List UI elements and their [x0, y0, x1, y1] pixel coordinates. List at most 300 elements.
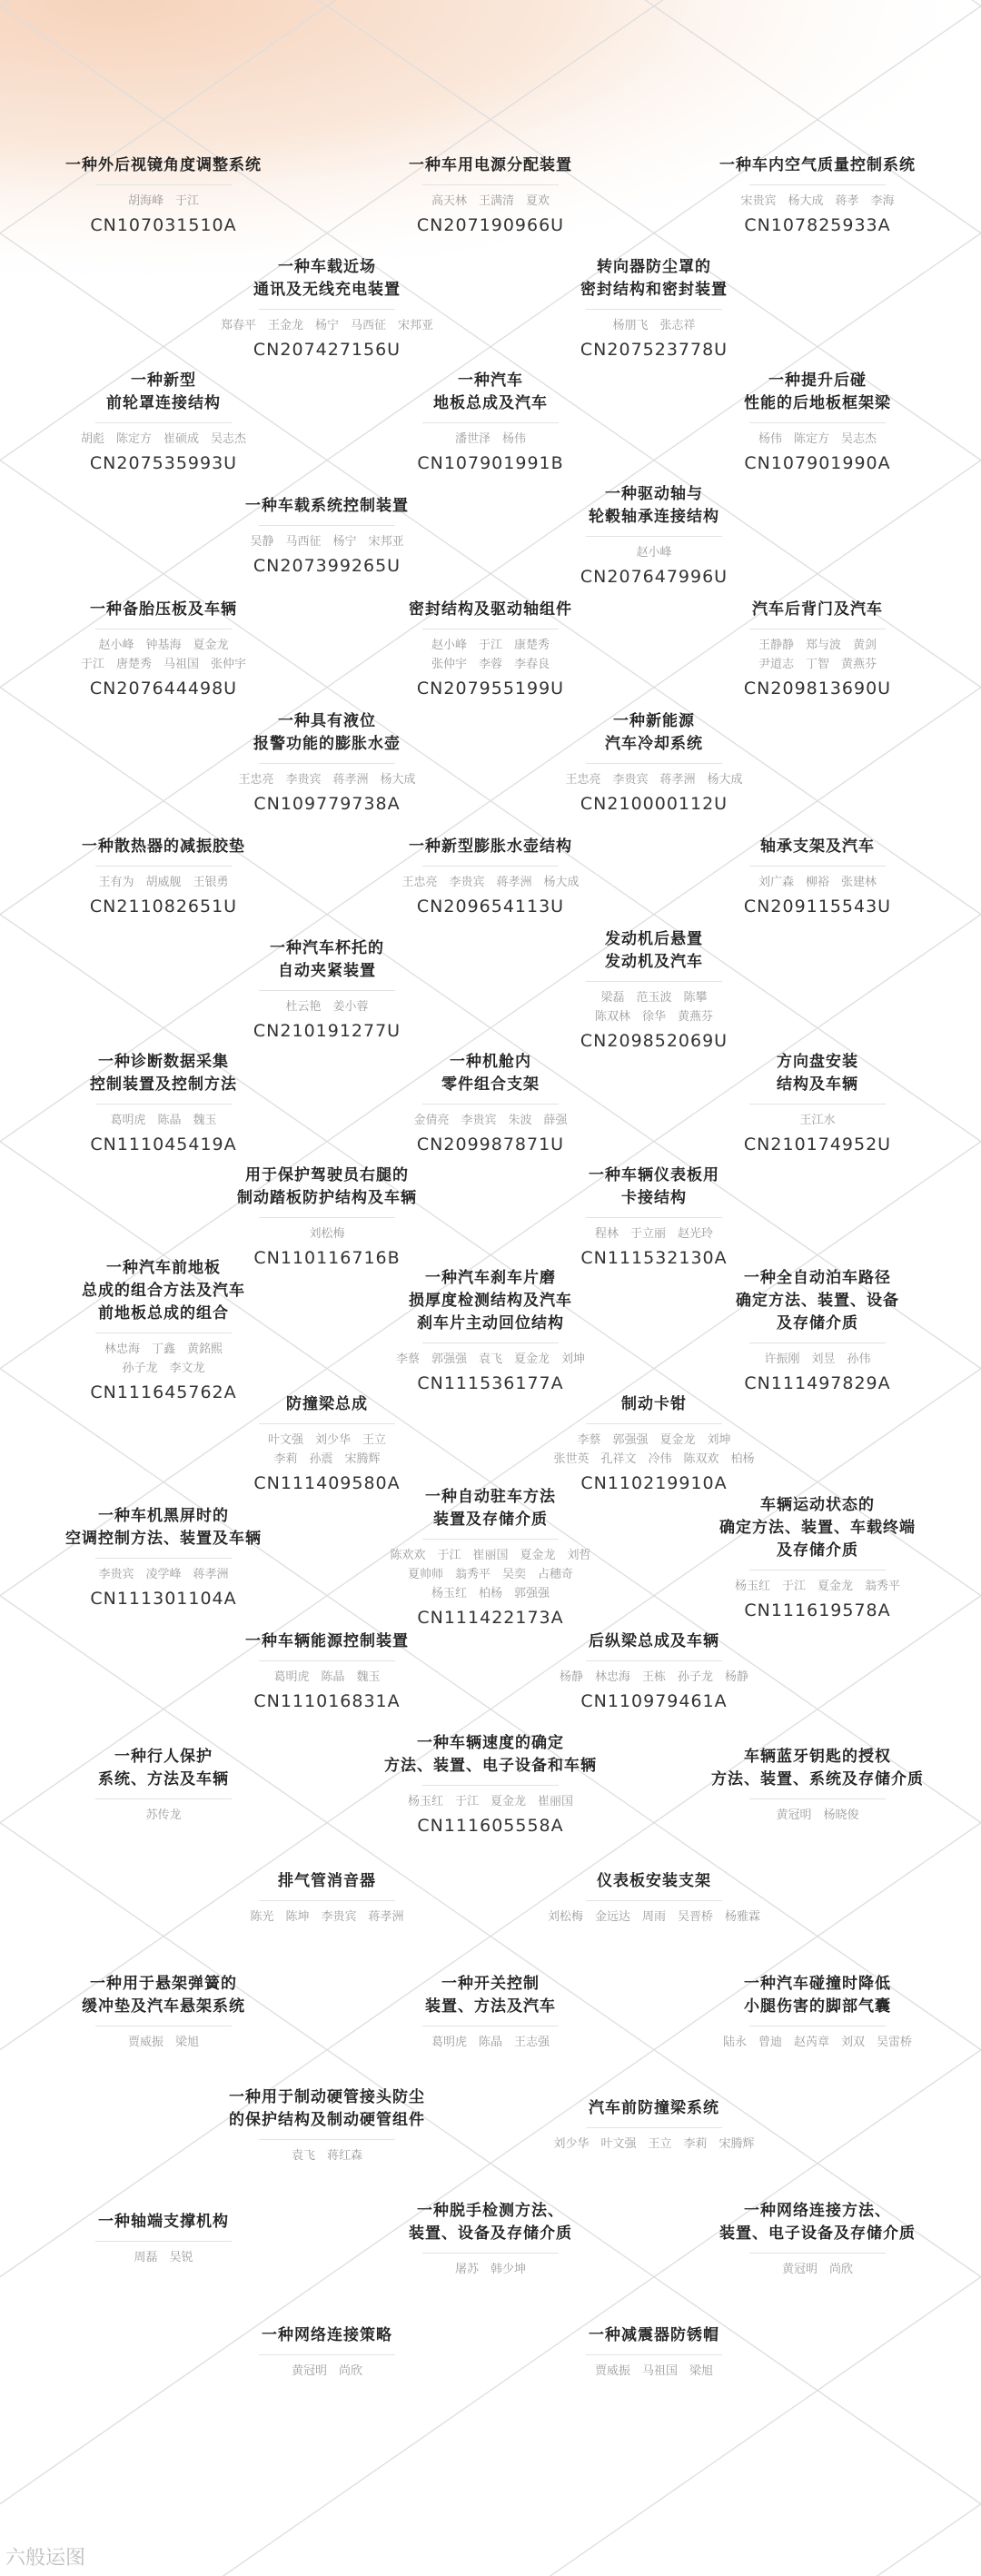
patent-authors [758, 430, 877, 449]
patent-title [777, 1051, 858, 1096]
patent-title-line: 控制装置及控制方法 [90, 1075, 237, 1094]
patent-authors [401, 873, 579, 892]
patent-item [345, 1486, 636, 1630]
patent-title-line: 一种开关控制 [441, 1974, 540, 1993]
patent-title-line: 刹车片主动回位结构 [417, 1313, 564, 1333]
divider [259, 525, 395, 526]
author-line: 于江 唐楚秀 马祖国 张仲宇 [80, 658, 246, 671]
patent-item [672, 1494, 963, 1622]
patent-title [744, 370, 891, 415]
patent-authors [110, 1111, 216, 1130]
patent-title [245, 1630, 409, 1653]
patent-number: CN111619578A [744, 1600, 891, 1620]
patent-authors [595, 1224, 713, 1243]
patent-item [182, 1164, 472, 1270]
patent-authors [455, 430, 526, 449]
patent-number: CN111016831A [253, 1690, 401, 1711]
divider [422, 1785, 559, 1786]
divider [259, 763, 395, 764]
patent-title-line: 密封结构和密封装置 [580, 281, 728, 299]
divider [422, 866, 559, 867]
grid-line [0, 2504, 981, 2576]
patent-item [672, 1746, 963, 1825]
divider [749, 1104, 886, 1105]
patent-title-line: 自动夹紧装置 [278, 962, 376, 980]
patent-number: CN207427156U [253, 340, 401, 360]
patent-title [409, 1267, 572, 1335]
patent-title-line: 一种网络连接策略 [262, 2326, 392, 2344]
patent-title-line: 一种外后视镜角度调整系统 [65, 155, 262, 174]
patent-title [589, 483, 719, 529]
patent-title-line: 车辆蓝牙钥匙的授权 [744, 1747, 891, 1766]
patent-title-line: 一种汽车前地板 [106, 1259, 221, 1277]
divider [586, 1660, 722, 1661]
patent-title-line: 用于保护驾驶员右腿的 [245, 1166, 409, 1184]
patent-title-line: 制动卡钳 [621, 1395, 687, 1413]
patent-title-line: 一种用于制动硬管接头防尘 [229, 2087, 425, 2106]
author-line: 郑春平 王金龙 杨宁 马西征 宋邦亚 [220, 319, 433, 332]
patent-title-line: 前轮罩连接结构 [106, 394, 221, 412]
divider [586, 2127, 722, 2128]
patent-number: CN207955199U [416, 679, 565, 698]
patent-title-line: 一种新型 [131, 372, 196, 390]
patent-title-line: 一种新型膨胀水壶结构 [409, 837, 572, 856]
patent-number: CN111536177A [417, 1372, 564, 1393]
patent-item [509, 1630, 799, 1713]
patent-number: CN111422173A [417, 1608, 564, 1628]
patent-item [672, 1973, 963, 2052]
patent-title [106, 370, 221, 415]
patent-authors [431, 2033, 550, 2052]
patent-title-line: 缓冲垫及汽车悬架系统 [82, 1996, 245, 2016]
patent-item [18, 1973, 309, 2052]
patent-number: CN111045419A [90, 1134, 237, 1154]
patent-title-line: 轴承支架及汽车 [760, 837, 875, 856]
author-line: 黄冠明 尚欣 [291, 2364, 362, 2378]
patent-title [82, 836, 245, 858]
patent-item [345, 836, 636, 918]
divider [259, 1660, 395, 1661]
divider [95, 2241, 232, 2242]
patent-number: CN107901991B [417, 453, 564, 473]
patent-title-line: 发动机后悬置 [605, 929, 703, 948]
divider [422, 2253, 559, 2254]
patent-title-line: 一种减震器防锈帽 [589, 2326, 719, 2344]
patent-title [760, 836, 875, 858]
patent-item [18, 599, 309, 700]
patent-authors [81, 430, 246, 449]
author-line: 杜云艳 姜小蓉 [285, 1000, 369, 1014]
patent-item [672, 2200, 963, 2279]
patent-authors [104, 1340, 223, 1378]
patent-item [18, 370, 309, 475]
patent-item [345, 1973, 636, 2052]
divider [422, 1342, 559, 1343]
patent-title [752, 599, 883, 621]
patent-title-line: 确定方法、装置、设备 [736, 1291, 899, 1310]
patent-title-line: 报警功能的膨胀水壶 [253, 735, 401, 753]
patent-item [345, 1732, 636, 1838]
patent-authors [268, 1431, 386, 1469]
patent-title-line: 一种汽车碰撞时降低 [744, 1974, 891, 1993]
patent-number: CN211082651U [89, 896, 238, 916]
patent-authors [250, 532, 403, 551]
patent-item [18, 1505, 309, 1610]
patent-authors [455, 2260, 526, 2279]
patent-title-line: 发动机及汽车 [605, 952, 703, 971]
divider [586, 536, 722, 537]
patent-authors [128, 192, 199, 211]
patent-title [719, 2200, 916, 2245]
author-line: 王有为 胡威舰 王银勇 [98, 875, 229, 889]
patent-item [509, 1393, 799, 1495]
patent-number: CN207399265U [253, 555, 401, 576]
patent-item [18, 836, 309, 918]
patent-number: CN209115543U [743, 896, 892, 916]
patent-number: CN210174952U [743, 1134, 892, 1154]
patent-title [719, 1494, 916, 1562]
patent-authors [250, 1907, 403, 1927]
patent-item [18, 154, 309, 237]
patent-title-line: 一种提升后碰 [768, 372, 867, 390]
author-line: 林忠海 丁鑫 黄銘熙 [104, 1342, 223, 1356]
patent-number: CN111301104A [90, 1589, 237, 1609]
patent-number: CN111497829A [744, 1372, 891, 1393]
patent-title [711, 1746, 924, 1791]
divider [749, 2253, 886, 2254]
patent-title-line: 一种具有液位 [278, 712, 376, 730]
patent-item [345, 1267, 636, 1395]
patent-item [182, 1870, 472, 1927]
patent-number: CN207644498U [89, 679, 238, 698]
patent-item [18, 1051, 309, 1156]
patent-number: CN110219910A [580, 1473, 728, 1493]
author-line: 杨玉红 于江 夏金龙 崔丽国 [407, 1795, 573, 1808]
patent-authors [221, 316, 433, 335]
divider [586, 2354, 722, 2355]
patent-number: CN207647996U [580, 567, 728, 587]
patent-number: CN110116716B [253, 1248, 401, 1268]
patent-authors [98, 873, 228, 892]
patent-title-line: 一种车用电源分配装置 [409, 155, 572, 174]
divider [749, 184, 886, 185]
patent-title-line: 装置、方法及汽车 [425, 1996, 556, 2016]
divider [586, 981, 722, 982]
author-line: 梁磊 范玉波 陈攀 [600, 990, 708, 1005]
patent-authors [776, 1806, 858, 1825]
patent-item [509, 2097, 799, 2154]
patent-number: CN209654113U [416, 896, 565, 916]
author-line: 苏传龙 [145, 1808, 182, 1822]
patent-authors [431, 636, 550, 674]
patent-item [182, 256, 472, 362]
divider [95, 866, 232, 867]
divider [749, 866, 886, 867]
patent-item [509, 2324, 799, 2381]
author-line: 孙子龙 李文龙 [122, 1362, 205, 1375]
patent-authors [758, 636, 877, 674]
author-line: 张仲宇 李蓉 李春良 [431, 658, 550, 671]
patent-authors [413, 1111, 567, 1130]
patent-title [245, 495, 409, 518]
patent-title [90, 599, 237, 621]
patent-title-line: 轮毂轴承连接结构 [589, 508, 719, 526]
patent-number: CN111409580A [253, 1473, 401, 1493]
patent-authors [128, 2033, 199, 2052]
patent-title-line: 装置、设备及存储介质 [409, 2224, 572, 2243]
patent-item [18, 1257, 309, 1404]
patent-authors [408, 1792, 573, 1811]
author-line: 金倩亮 李贵宾 朱波 薛强 [413, 1114, 568, 1127]
divider [422, 422, 559, 423]
divider [95, 1558, 232, 1559]
patent-title-line: 排气管消音器 [278, 1872, 376, 1890]
patent-title-line: 一种脱手检测方法、 [417, 2201, 564, 2220]
patent-item [182, 2324, 472, 2381]
divider [749, 422, 886, 423]
patent-authors [799, 1111, 835, 1130]
author-line: 胡海峰 于江 [127, 193, 199, 208]
patent-title-line: 一种网络连接方法、 [744, 2201, 891, 2220]
author-line: 吴静 马西征 杨宁 宋邦亚 [250, 534, 404, 549]
patent-title-line: 汽车冷却系统 [605, 735, 703, 753]
patent-title [65, 154, 262, 177]
author-line: 李贵宾 凌学峰 蒋孝洲 [98, 1568, 229, 1581]
patent-title-line: 性能的后地板框架梁 [744, 394, 891, 412]
patent-authors [285, 997, 368, 1016]
patent-number: CN107825933A [744, 214, 891, 235]
patent-title [589, 2097, 719, 2120]
author-line: 陈光 陈坤 李贵宾 蒋孝洲 [250, 1910, 404, 1924]
author-line: 潘世泽 杨伟 [454, 432, 526, 446]
author-line: 刘松梅 [309, 1227, 345, 1241]
patent-authors [98, 1565, 228, 1584]
author-line: 刘少华 叶文强 王立 李莉 宋腾辉 [553, 2137, 755, 2151]
patent-authors [560, 1668, 748, 1687]
patent-title [425, 1486, 556, 1531]
patent-number: CN111532130A [580, 1248, 728, 1268]
patent-item [509, 928, 799, 1053]
patent-item [509, 710, 799, 816]
patent-title-line: 及存储介质 [777, 1541, 858, 1560]
patent-authors [390, 1546, 590, 1603]
author-line: 王江水 [799, 1114, 836, 1127]
patent-authors [292, 2146, 362, 2165]
patent-authors [764, 1350, 870, 1369]
patent-title-line: 装置及存储介质 [433, 1511, 548, 1529]
patent-item [345, 154, 636, 237]
divider [749, 1342, 886, 1343]
patent-item [18, 2211, 309, 2267]
author-line: 杨玉红 于江 夏金龙 翁秀平 [734, 1579, 900, 1593]
patent-title [409, 154, 572, 177]
author-line: 叶文强 刘少华 王立 [267, 1433, 386, 1447]
patent-title [98, 1746, 229, 1791]
patent-title [65, 1505, 262, 1551]
patent-title-line: 一种车内空气质量控制系统 [719, 155, 916, 174]
patent-title [589, 2324, 719, 2347]
patent-item [672, 599, 963, 700]
patent-item [182, 937, 472, 1043]
patent-number: CN207523778U [580, 340, 728, 360]
patent-title-line: 卡接结构 [621, 1189, 687, 1207]
divider [586, 1217, 722, 1218]
patent-title-line: 损厚度检测结构及汽车 [409, 1291, 572, 1310]
patent-title-line: 一种汽车 [458, 372, 523, 390]
patent-title-line: 转向器防尘罩的 [597, 258, 711, 276]
patent-title [736, 1267, 899, 1335]
patent-title-line: 一种车辆仪表板用 [589, 1166, 719, 1184]
divider [95, 1104, 232, 1105]
patent-title-line: 一种全自动泊车路径 [744, 1268, 891, 1287]
patent-title-line: 一种轴端支撑机构 [98, 2213, 229, 2231]
patent-title-line: 后纵梁总成及车辆 [589, 1631, 719, 1650]
divider [259, 2354, 395, 2355]
patent-authors [723, 2033, 912, 2052]
patent-number: CN110979461A [580, 1690, 728, 1711]
divider [95, 1798, 232, 1799]
patent-title-line: 零件组合支架 [441, 1075, 540, 1094]
patent-title [441, 1051, 540, 1096]
patent-item [182, 495, 472, 578]
author-line: 宋贵宾 杨大成 蒋孝 李海 [740, 193, 895, 208]
patent-number: CN111605558A [417, 1816, 564, 1836]
patent-title [237, 1164, 417, 1210]
patent-item [182, 2086, 472, 2165]
patent-title [589, 1630, 719, 1653]
patent-number: CN209987871U [416, 1134, 565, 1154]
divider [586, 309, 722, 310]
patent-title [253, 256, 401, 302]
patent-title [433, 370, 548, 415]
author-line: 陆永 曾迪 赵芮章 刘双 吴雷桥 [722, 2035, 912, 2049]
divider [586, 1423, 722, 1424]
author-line: 杨玉红 柏杨 郭强强 [431, 1587, 550, 1600]
patent-authors [758, 873, 877, 892]
patent-title-line: 方向盘安装 [777, 1053, 858, 1071]
patent-title [580, 256, 728, 302]
author-line: 黄冠明 杨晓俊 [776, 1808, 859, 1822]
author-line: 杨伟 陈定方 吴志杰 [758, 432, 877, 446]
patent-number: CN107031510A [90, 214, 237, 235]
patent-item [18, 1746, 309, 1825]
patent-authors [553, 2135, 754, 2154]
patent-title-line: 的保护结构及制动硬管组件 [229, 2110, 425, 2129]
author-line: 陈欢欢 于江 崔丽国 夏金龙 刘哲 [390, 1549, 591, 1562]
patent-authors [553, 1431, 754, 1469]
divider [259, 309, 395, 310]
author-line: 葛明虎 陈晶 魏玉 [273, 1669, 381, 1684]
divider [586, 763, 722, 764]
divider [95, 184, 232, 185]
patent-authors [273, 1668, 380, 1687]
divider [259, 1423, 395, 1424]
author-line: 赵小峰 [636, 546, 672, 560]
patent-item [345, 2200, 636, 2279]
patent-item [672, 1051, 963, 1156]
author-line: 杨朋飞 张志祥 [612, 319, 696, 332]
patent-title [262, 2324, 392, 2347]
patent-number: CN209813690U [743, 679, 892, 698]
divider [259, 1217, 395, 1218]
grid-line [0, 2277, 981, 2576]
author-line: 赵小峰 于江 康楚秀 [431, 639, 550, 652]
patent-authors [612, 316, 695, 335]
grid-line [0, 2050, 981, 2576]
author-line: 尹道志 丁智 黄燕芬 [758, 658, 877, 671]
author-line: 王忠亮 李贵宾 蒋孝洲 杨大成 [238, 773, 416, 787]
author-line: 杨静 林忠海 王栋 孙子龙 杨静 [559, 1669, 748, 1684]
patent-title [82, 1973, 245, 2018]
patent-authors [565, 770, 742, 789]
patent-title-line: 确定方法、装置、车载终端 [719, 1518, 916, 1537]
patent-item [509, 1164, 799, 1270]
patent-title-line: 一种行人保护 [114, 1747, 213, 1766]
author-line: 夏帅师 翁秀平 吴奕 占穗奇 [407, 1568, 573, 1581]
patent-title [589, 1164, 719, 1210]
divider [95, 422, 232, 423]
patent-number: CN207190966U [416, 214, 565, 235]
author-line: 许振刚 刘昱 孙伟 [764, 1352, 871, 1366]
patent-title [597, 1870, 711, 1893]
patent-title-line: 一种备胎压板及车辆 [90, 600, 237, 619]
patent-authors [548, 1907, 760, 1927]
divider [259, 1900, 395, 1901]
author-line: 王静静 郑与波 黄剑 [758, 639, 877, 652]
patent-title [409, 836, 572, 858]
patent-item [672, 1267, 963, 1395]
divider [422, 184, 559, 185]
patent-title [90, 1051, 237, 1096]
patent-title-line: 结构及车辆 [777, 1075, 858, 1094]
divider [749, 1798, 886, 1799]
patent-item [345, 1051, 636, 1156]
patent-title-line: 一种汽车杯托的 [270, 939, 384, 957]
patent-authors [740, 192, 894, 211]
patent-item [509, 1870, 799, 1927]
patent-title [425, 1973, 556, 2018]
patent-title-line: 装置、电子设备及存储介质 [719, 2224, 916, 2243]
patent-title [286, 1393, 368, 1416]
patent-authors [396, 1350, 585, 1369]
author-line: 胡彪 陈定方 崔硕成 吴志杰 [80, 432, 246, 446]
patent-title-line: 一种车辆速度的确定 [417, 1734, 564, 1752]
patent-title-line: 总成的组合方法及汽车 [82, 1282, 245, 1300]
divider [422, 1539, 559, 1540]
author-line: 葛明虎 陈晶 王志强 [431, 2035, 550, 2049]
author-line: 高天林 王满清 夏欢 [431, 193, 550, 208]
patent-title [384, 1732, 597, 1778]
author-line: 屠苏 韩少坤 [454, 2262, 526, 2276]
patent-number: CN207535993U [89, 453, 238, 473]
author-line: 张世英 孔祥文 冷伟 陈双欢 柏杨 [553, 1452, 755, 1466]
patent-number: CN109779738A [253, 794, 401, 814]
patent-authors [595, 988, 713, 1026]
patent-item [182, 1393, 472, 1495]
patent-authors [81, 636, 246, 674]
patent-title-line: 仪表板安装支架 [597, 1872, 711, 1890]
patent-title [229, 2086, 425, 2132]
patent-authors [292, 2362, 362, 2381]
watermark: 六般运图 [5, 2547, 86, 2570]
patent-authors [735, 1577, 900, 1596]
patent-authors [145, 1806, 181, 1825]
patent-title [744, 1973, 891, 2018]
patent-authors [636, 543, 671, 562]
patent-title-line: 汽车前防撞梁系统 [589, 2099, 719, 2117]
patent-authors [431, 192, 550, 211]
patent-title [605, 928, 703, 974]
